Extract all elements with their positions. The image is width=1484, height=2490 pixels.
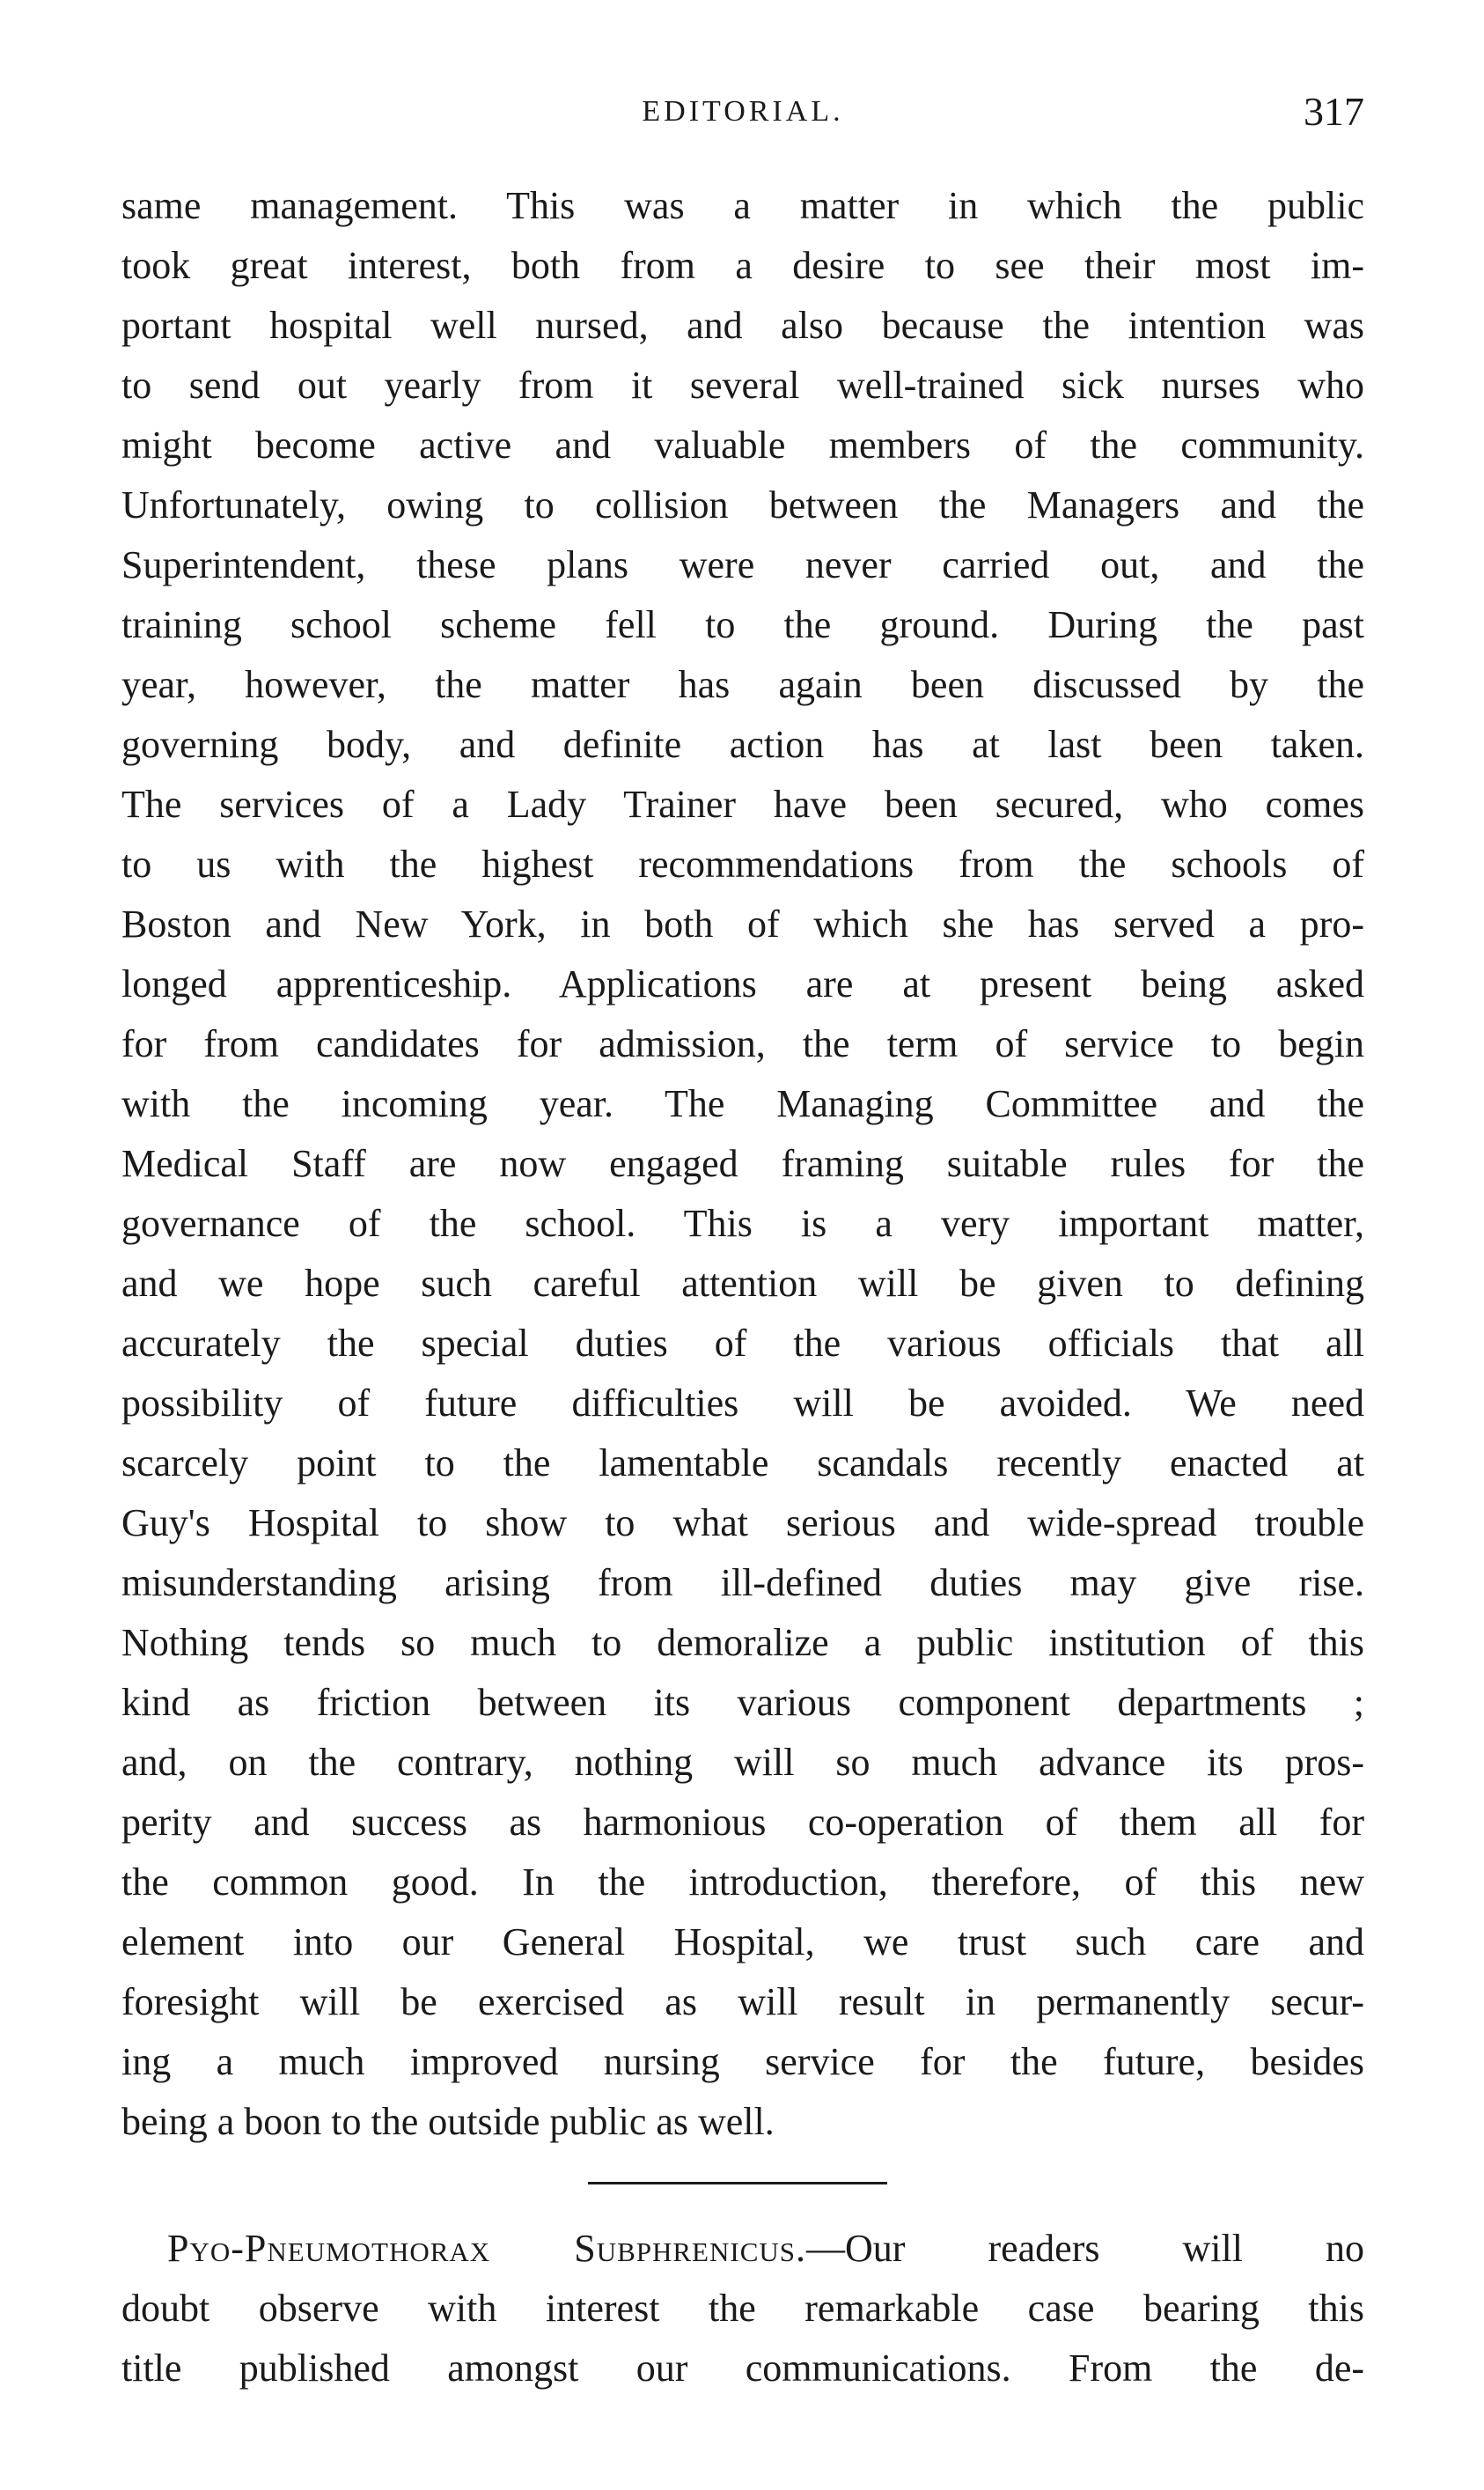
section-first-line-text: —Our readers will no [806, 2227, 1364, 2270]
text-line: perity and success as harmonious co-operation of them all for [121, 1801, 1364, 1844]
text-line: ing a much improved nursing service for the future, besides [121, 2040, 1364, 2083]
text-line: Superintendent, these plans were never carried out, and the [121, 543, 1364, 586]
text-line: foresight will be exercised as will result in permanently secur- [121, 1980, 1364, 2023]
text-line: to us with the highest recommendations from the schools of [121, 843, 1364, 886]
text-line: and, on the contrary, nothing will so much advance its pros- [121, 1741, 1364, 1784]
text-line: same management. This was a matter in which the public [121, 184, 1364, 227]
text-line: portant hospital well nursed, and also because the intention was [121, 304, 1364, 347]
text-line: being a boon to the outside public as well. [121, 2100, 775, 2143]
section-pyo-pneumothorax [121, 2219, 1364, 2398]
text-line: and we hope such careful attention will be given to defining [121, 1262, 1364, 1305]
text-line: element into our General Hospital, we trust such care and [121, 1920, 1364, 1963]
text-line: scarcely point to the lamentable scandals recently enacted at [121, 1441, 1364, 1484]
section-first-line [121, 2219, 1364, 2279]
text-line: governing body, and definite action has at last been taken. [121, 723, 1364, 766]
section-heading: Pyo-Pneumothorax Subphrenicus. [167, 2227, 807, 2270]
page-number: 317 [1304, 89, 1364, 134]
page-header [121, 88, 1364, 141]
text-line: governance of the school. This is a very important matter, [121, 1202, 1364, 1245]
section-divider [588, 2182, 887, 2184]
section-line: title published amongst our communications. From the de- [121, 2346, 1364, 2390]
running-head: EDITORIAL. [642, 95, 844, 128]
text-line: misunderstanding arising from ill-defined duties may give rise. [121, 1561, 1364, 1604]
text-line: the common good. In the introduction, therefore, of this new [121, 1860, 1364, 1904]
text-line: to send out yearly from it several well-trained sick nurses who [121, 364, 1364, 407]
text-line: longed apprenticeship. Applications are at present being asked [121, 962, 1364, 1006]
section-line: doubt observe with interest the remarkable case bearing this [121, 2287, 1364, 2330]
text-line: kind as friction between its various component departments ; [121, 1681, 1364, 1724]
text-line: The services of a Lady Trainer have been secured, who comes [121, 783, 1364, 826]
editorial-paragraph [121, 176, 1364, 2152]
text-line: Boston and New York, in both of which she has served a pro- [121, 902, 1364, 946]
text-line: accurately the special duties of the various officials that all [121, 1322, 1364, 1365]
text-line: possibility of future difficulties will be avoided. We need [121, 1381, 1364, 1425]
text-line: took great interest, both from a desire to see their most im- [121, 244, 1364, 287]
text-line: for from candidates for admission, the term of service to begin [121, 1022, 1364, 1065]
text-line: Nothing tends so much to demoralize a public institution of this [121, 1621, 1364, 1664]
text-line: year, however, the matter has again been discussed by the [121, 663, 1364, 706]
text-line: with the incoming year. The Managing Committee and the [121, 1082, 1364, 1125]
text-line: Unfortunately, owing to collision between the Managers and the [121, 483, 1364, 527]
text-line: might become active and valuable members of the community. [121, 424, 1364, 467]
text-line: Guy's Hospital to show to what serious and wide-spread trouble [121, 1501, 1364, 1544]
text-line: training school scheme fell to the ground. During the past [121, 603, 1364, 646]
text-line: Medical Staff are now engaged framing suitable rules for the [121, 1142, 1364, 1185]
